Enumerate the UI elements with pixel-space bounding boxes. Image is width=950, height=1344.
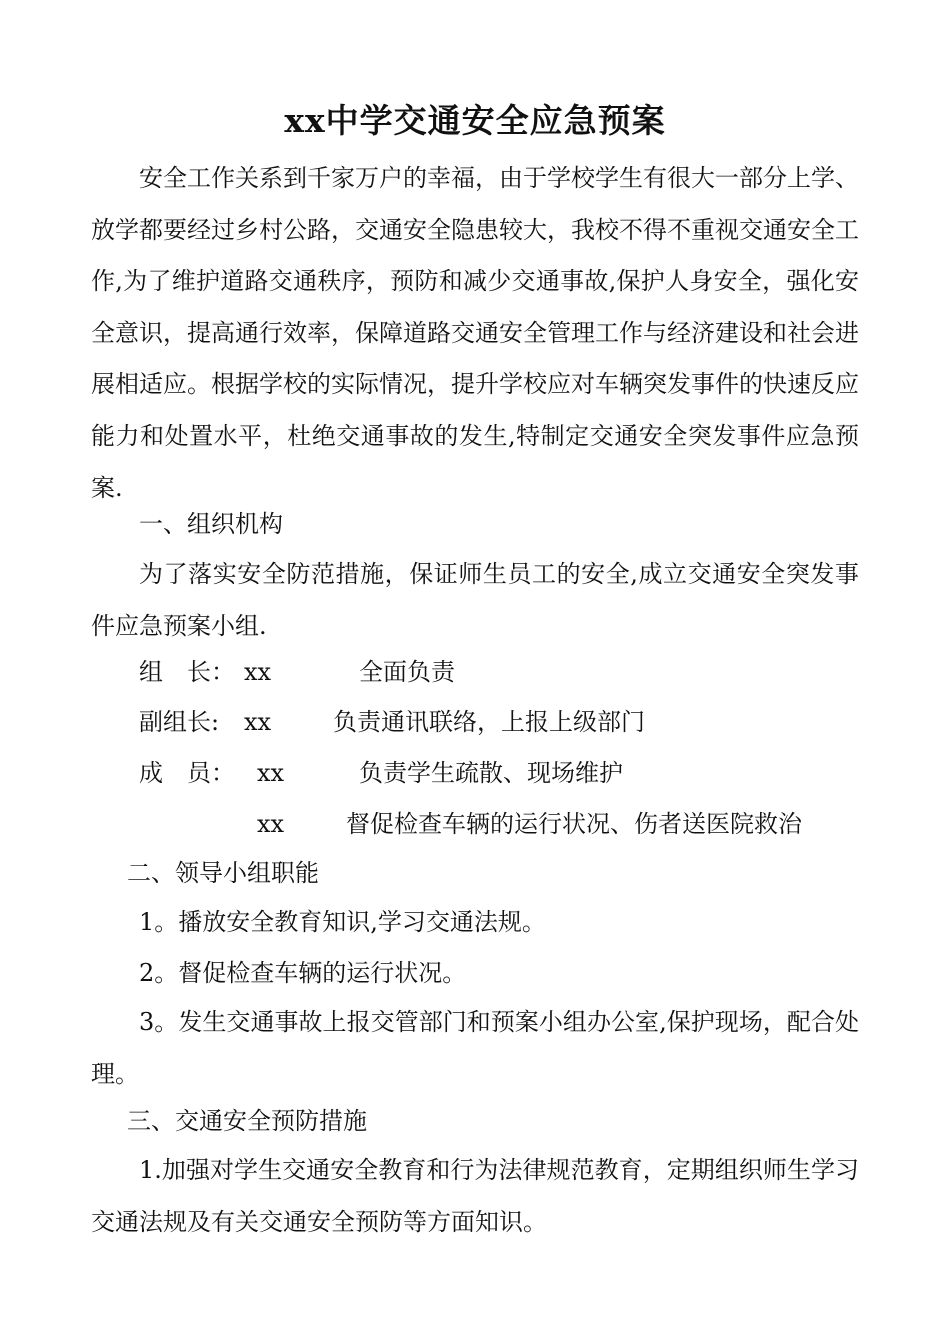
- section-1-heading: 一、组织机构: [139, 510, 283, 538]
- member-name: xx: [244, 708, 272, 736]
- member-duty: 负责通讯联络，上报上级部门: [333, 708, 645, 736]
- member-name: xx: [257, 759, 285, 787]
- list-item: 1.加强对学生交通安全教育和行为法律规范教育，定期组织师生学习交通法规及有关交通安全预防等方面知识。: [91, 1156, 859, 1236]
- list-item: 3。发生交通事故上报交管部门和预案小组办公室,保护现场，配合处理。: [91, 1008, 859, 1088]
- list-item: 2。督促检查车辆的运行状况。: [139, 959, 467, 987]
- member-role: 成 员：: [139, 759, 235, 787]
- list-item: 1。播放安全教育知识,学习交通法规。: [139, 908, 546, 936]
- section-1-paragraph: 为了落实安全防范措施，保证师生员工的安全,成立交通安全突发事件应急预案小组.: [91, 560, 859, 640]
- member-role: 副组长:: [139, 708, 220, 736]
- section-3-heading: 三、交通安全预防措施: [127, 1107, 367, 1135]
- member-name: xx: [257, 810, 285, 838]
- document-title: xx中学交通安全应急预案: [284, 101, 666, 140]
- section-2-heading: 二、领导小组职能: [127, 859, 319, 887]
- member-role: 组 长：: [139, 658, 235, 686]
- member-name: xx: [244, 658, 272, 686]
- member-duty: 督促检查车辆的运行状况、伤者送医院救治: [346, 810, 802, 838]
- member-duty: 全面负责: [359, 658, 455, 686]
- intro-paragraph: 安全工作关系到千家万户的幸福，由于学校学生有很大一部分上学、放学都要经过乡村公路，交通安全隐患较大，我校不得不重视交通安全工作,为了维护道路交通秩序，预防和减少交通事故,保护人身安全，强化安全意识，提高通行效率，保障道路交通安全管理工作与经济建设和社会进展相适应。根据学校的实际情况，提升学校应对车辆突发事件的快速反应能力和处置水平，杜绝交通事故的发生,特制定交通安全突发事件应急预案.: [91, 164, 859, 502]
- member-duty: 负责学生疏散、现场维护: [359, 759, 623, 787]
